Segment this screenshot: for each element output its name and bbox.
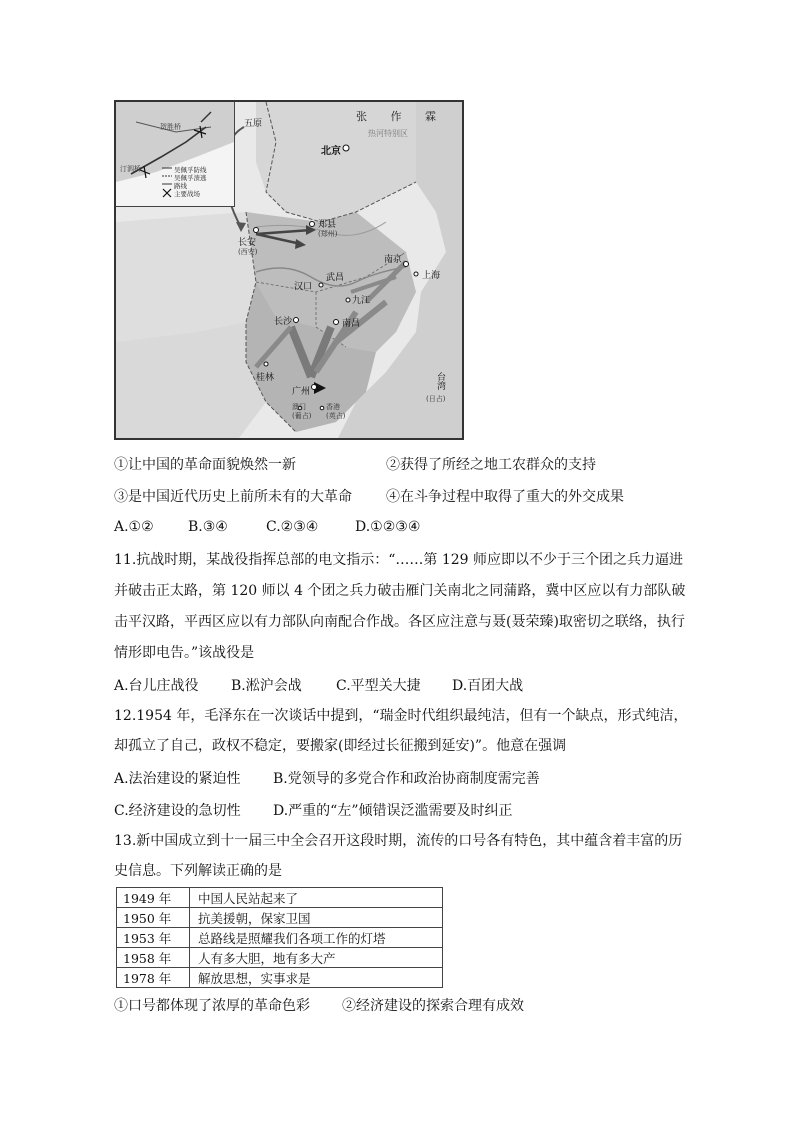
map-label-beijing: 北京	[321, 146, 341, 157]
table-cell-slogan: 人有多大胆，地有多大产	[190, 948, 443, 968]
q12-option-a[interactable]: A.法治建设的紧迫性	[114, 771, 241, 787]
map-label-guilin: 桂林	[256, 373, 275, 383]
q11-stem-line-4: 情形即电告。”该战役是	[114, 645, 255, 661]
q11-stem-line-1: 11.抗战时期，某战役指挥总部的电文指示：“……第 129 师应即以不少于三个团之兵力逼进	[114, 552, 684, 568]
legend-item: 路线	[174, 182, 187, 190]
table-row	[117, 888, 443, 908]
map-label-zhangzuolin: 张 作 霖	[356, 110, 446, 123]
q11-stem-line-3: 击平汉路，平西区应以有力部队向南配合作战。各区应注意与聂(聂荣臻)取密切之联络，执行	[114, 614, 685, 630]
table-row	[117, 948, 443, 968]
map-label-nanjing: 南京	[384, 255, 403, 265]
q13-statement-1: ①口号都体现了浓厚的革命色彩	[114, 998, 310, 1014]
q13-stem-line-2: 史信息。下列解读正确的是	[114, 863, 282, 879]
slogan-table	[116, 887, 443, 988]
table-cell-slogan: 中国人民站起来了	[190, 888, 443, 908]
map-label-changsha: 长沙	[274, 317, 293, 327]
q11-option-c[interactable]: C.平型关大捷	[336, 678, 421, 694]
map-label-xian: (西安)	[238, 248, 258, 256]
map-label-xianggang-note: (英占)	[326, 412, 346, 420]
table-row	[117, 928, 443, 948]
table-cell-year: 1950 年	[117, 908, 190, 928]
q10-option-d[interactable]: D.①②③④	[355, 519, 421, 535]
map-label-wuchang: 武昌	[326, 273, 345, 283]
table-cell-slogan: 解放思想，实事求是	[190, 968, 443, 988]
map-label-taiwan: 台湾	[435, 372, 445, 390]
q10-statement-2: ②获得了所经之地工农群众的支持	[386, 457, 596, 473]
northern-expedition-map	[114, 100, 464, 440]
q12-option-b[interactable]: B.党领导的多党合作和政治协商制度需完善	[273, 771, 540, 787]
q11-option-a[interactable]: A.台儿庄战役	[114, 678, 199, 694]
q12-stem-line-2: 却孤立了自己，政权不稳定，要搬家(即经过长征搬到延安)”。他意在强调	[114, 738, 567, 754]
map-label-nanchang: 南昌	[342, 319, 361, 329]
map-label-aomen-note: (葡占)	[292, 412, 312, 420]
q10-statement-4: ④在斗争过程中取得了重大的外交成果	[386, 489, 624, 505]
map-label-taiwan-note: (日占)	[426, 395, 446, 403]
map-label-zhengzhou: (郑州)	[318, 230, 338, 238]
q12-option-d[interactable]: D.严重的“左”倾错误泛滥需要及时纠正	[273, 803, 513, 819]
q10-statement-1: ①让中国的革命面貌焕然一新	[114, 457, 296, 473]
q10-option-a[interactable]: A.①②	[114, 519, 154, 535]
table-row	[117, 908, 443, 928]
table-row	[117, 968, 443, 988]
map-label-jiujiang: 九江	[352, 296, 371, 306]
q10-option-b[interactable]: B.③④	[188, 519, 228, 535]
map-label-wuyuan: 五原	[244, 119, 263, 129]
map-label-aomen: 澳门	[292, 403, 306, 411]
q10-option-c[interactable]: C.②③④	[266, 519, 319, 535]
legend-item: 吴佩孚防线	[174, 166, 207, 174]
map-label-hankou: 汉口	[294, 282, 313, 292]
map-label-rehe: 热河特别区	[368, 129, 408, 138]
q12-stem-line-1: 12.1954 年，毛泽东在一次谈话中提到，“瑞金时代组织最纯洁，但有一个缺点，形式纯洁，	[114, 708, 688, 724]
map-label-zhengxian: 郑县	[318, 220, 337, 230]
legend-item: 主要战场	[174, 190, 200, 198]
inset-label-tingsiqiao: 汀泗桥	[120, 165, 141, 173]
q12-option-c[interactable]: C.经济建设的急切性	[114, 803, 241, 819]
map-label-guangzhou: 广州	[292, 387, 311, 397]
q13-stem-line-1: 13.新中国成立到十一届三中全会召开这段时期，流传的口号各有特色，其中蕴含着丰富的历	[114, 833, 683, 849]
table-cell-year: 1958 年	[117, 948, 190, 968]
q13-statement-2: ②经济建设的探索合理有成效	[342, 998, 524, 1014]
legend-item: 吴佩孚溃逃	[174, 174, 207, 182]
q11-option-b[interactable]: B.淞沪会战	[231, 678, 302, 694]
table-cell-year: 1949 年	[117, 888, 190, 908]
map-label-xianggang: 香港	[326, 403, 340, 411]
table-cell-year: 1978 年	[117, 968, 190, 988]
map-legend	[174, 166, 207, 198]
q11-stem-line-2: 并破击正太路，第 120 师以 4 个团之兵力破击雁门关南北之同蒲路，冀中区应以有力部队破	[114, 583, 686, 599]
map-label-changan: 长安	[238, 238, 257, 248]
map-inset	[116, 102, 235, 207]
q10-statement-3: ③是中国近代历史上前所未有的大革命	[114, 489, 352, 505]
table-cell-year: 1953 年	[117, 928, 190, 948]
inset-label-heshengqiao: 贺胜桥	[160, 123, 181, 131]
q11-option-d[interactable]: D.百团大战	[452, 678, 524, 694]
table-cell-slogan: 总路线是照耀我们各项工作的灯塔	[190, 928, 443, 948]
map-label-shanghai: 上海	[422, 271, 441, 281]
table-cell-slogan: 抗美援朝，保家卫国	[190, 908, 443, 928]
